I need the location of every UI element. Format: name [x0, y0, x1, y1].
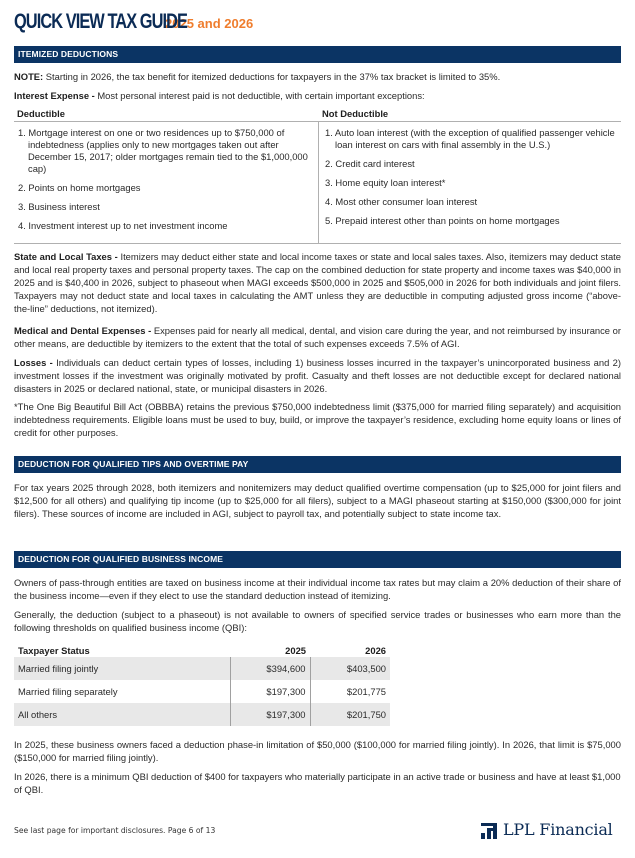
taxpayer-status-cell: Married filing separately: [18, 686, 118, 697]
medical-dental-paragraph: [14, 324, 621, 350]
interest-table-body: [14, 122, 621, 244]
not-deductible-list: [319, 122, 621, 243]
qbi-paragraph-2: Generally, the deduction (subject to a phaseout) is not available to owners of specified service trades or businesses who earn more than the following thresholds on qualified business income (QBI):: [14, 609, 621, 633]
tips-overtime-paragraph: For tax years 2025 through 2028, both itemizers and nonitemizers may deduct qualified overtime compensation (up to $25,000 for joint filers and $12,500 for all others) and qualifying tip income (up to $25,000 for all filers), subject to a MAGI phaseout starting at $150,000 ($300,000 for joint filers). These sources of income are included in AGI, subject to payroll tax, and potentially subject to state income tax.: [14, 482, 621, 519]
list-item: 2. Points on home mortgages: [18, 182, 141, 193]
threshold-2026-cell: $201,775: [346, 686, 386, 697]
list-item: 5. Prepaid interest other than points on home mortgages: [325, 215, 560, 226]
state-local-taxes-paragraph: [14, 250, 621, 315]
interest-expense-text: Most personal interest paid is not deductible, with certain important exceptions:: [94, 90, 425, 101]
taxpayer-status-cell: All others: [14, 703, 230, 726]
list-item: 3. Home equity loan interest*: [325, 177, 446, 188]
taxpayer-status-cell: Married filing jointly: [14, 657, 230, 680]
threshold-2026-cell: $201,750: [310, 703, 390, 726]
column-header-deductible: Deductible: [17, 108, 65, 119]
note-text: Starting in 2026, the tax benefit for itemized deductions for taxpayers in the 37% tax bracket is limited to 35%.: [43, 71, 501, 82]
itemized-note: [14, 70, 621, 83]
list-item: 3. Business interest: [18, 201, 100, 212]
interest-table-header: [14, 107, 621, 122]
interest-expense-table: [14, 107, 621, 244]
list-item: 4. Investment interest up to net investment income: [18, 220, 228, 231]
section-header-qbi: DEDUCTION FOR QUALIFIED BUSINESS INCOME: [14, 551, 621, 568]
losses-label: Losses -: [14, 357, 53, 368]
lpl-logo-mark-icon: [481, 821, 497, 839]
threshold-2025-cell: $197,300: [230, 680, 310, 703]
interest-expense-label: Interest Expense -: [14, 90, 95, 101]
medical-text: Expenses paid for nearly all medical, dental, and vision care during the year, and not reimbursed by insurance or other means, are deductible by itemizers to the extent that the total of such expenses exceeds 7.5% of AGI.: [14, 325, 622, 349]
table-row: [14, 657, 390, 680]
section-header-itemized-deductions: ITEMIZED DEDUCTIONS: [14, 46, 621, 63]
list-item: 1. Auto loan interest (with the exception of qualified passenger vehicle loan interest on cars with final assembly in the U.S.): [325, 127, 615, 150]
column-header-not-deductible: Not Deductible: [322, 108, 389, 119]
deductible-list: [14, 122, 319, 243]
column-header-2025: 2025: [285, 644, 306, 656]
threshold-2025-cell: $394,600: [230, 657, 310, 680]
losses-text: Individuals can deduct certain types of losses, including 1) business losses incurred in the taxpayer’s unincorporated business and 2) investment losses if the investment was originally motivated by profit. Casualty and theft losses are not deductible except for declared national disasters in 2025 or declared national, state, or municipal disasters in 2026.: [14, 357, 621, 394]
section-header-tips-overtime: DEDUCTION FOR QUALIFIED TIPS AND OVERTIME PAY: [14, 456, 621, 473]
obbba-footnote: *The One Big Beautiful Bill Act (OBBBA) retains the previous $750,000 indebtedness limit ($375,000 for married filing separately) and acquisition indebtedness requirements. Eligible loans must be used to buy, build, or improve the taxpayer’s residence, excluding home equity loans or lines of credit for other purposes.: [14, 401, 621, 438]
threshold-2025-cell: $197,300: [230, 703, 310, 726]
table-header-row: [14, 643, 390, 657]
interest-expense-intro: [14, 89, 621, 102]
table-row: [14, 680, 390, 703]
page-title-years: 2025 and 2026: [165, 16, 254, 31]
threshold-2026-cell: $403,500: [310, 657, 390, 680]
qbi-paragraph-4: In 2026, there is a minimum QBI deduction of $400 for taxpayers who materially participate in an active trade or business and have at least $1,000 of QBI.: [14, 771, 621, 795]
page-header: [14, 10, 253, 38]
column-header-taxpayer-status: Taxpayer Status: [18, 644, 90, 656]
list-item: 1. Mortgage interest on one or two residences up to $750,000 of indebtedness (applies only to new mortgages taken out after December 15, 2017; older mortgages remain tied to the $1,000,000 cap): [18, 127, 308, 174]
qbi-threshold-table: [14, 643, 390, 726]
table-row: [14, 703, 390, 726]
list-item: 4. Most other consumer loan interest: [325, 196, 478, 207]
logo-text: LPL Financial: [503, 820, 613, 839]
salt-text: Itemizers may deduct either state and local income taxes or state and local sales taxes. Also, itemizers may deduct state and local real property taxes and personal property taxes. The cap on the combined deduction for state property and income taxes was $40,000 in 2025 and is $40,400 in 2026, subject to phaseout when MAGI exceeds $500,000 in 2025 and $505,000 in 2026 for both individuals and joint filers. Taxpayers may not deduct state and local taxes in calculating the AMT unless they are deductible in computing adjusted gross income (“above-the-line” deductions, not itemized).: [14, 251, 621, 314]
medical-label: Medical and Dental Expenses -: [14, 325, 152, 336]
page-title: QUICK VIEW TAX GUIDE: [14, 10, 188, 33]
footer-disclosure: See last page for important disclosures. Page 6 of 13: [14, 826, 216, 835]
qbi-paragraph-3: In 2025, these business owners faced a deduction phase-in limitation of $50,000 ($100,000 for married filing jointly). In 2026, that limit is $75,000 ($150,000 for married filing jointly).: [14, 739, 621, 763]
list-item: 2. Credit card interest: [325, 158, 415, 169]
salt-label: State and Local Taxes -: [14, 251, 118, 262]
losses-paragraph: [14, 356, 621, 395]
column-header-2026: 2026: [365, 644, 386, 656]
qbi-paragraph-1: Owners of pass-through entities are taxed on business income at their individual income tax rates but may claim a 20% deduction of their share of the business income—even if they elect to use the standard deduction instead of itemizing.: [14, 577, 621, 601]
lpl-financial-logo: [481, 820, 613, 839]
note-label: NOTE:: [14, 71, 44, 82]
